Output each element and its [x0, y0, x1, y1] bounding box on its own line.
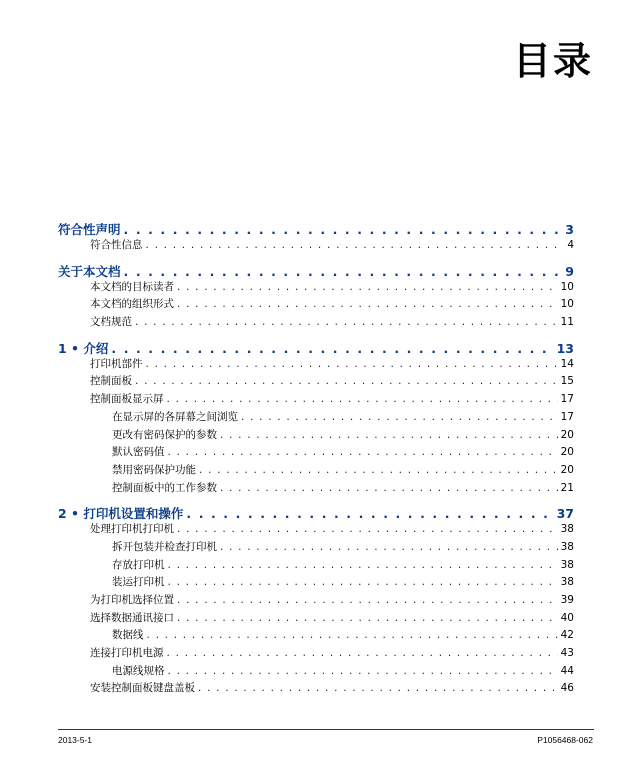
- toc-entry-page: 40: [560, 611, 574, 624]
- toc-entry-page: 46: [560, 682, 574, 695]
- toc-leader-dots: [124, 222, 563, 237]
- toc-entry-page: 38: [560, 558, 574, 571]
- toc-leader-dots: [111, 341, 553, 356]
- toc-entry-level-3[interactable]: [58, 444, 574, 462]
- toc-entry-label: 关于本文档: [58, 263, 121, 279]
- toc-leader-dots: [220, 541, 558, 553]
- toc-entry-level-2[interactable]: [58, 592, 574, 610]
- toc-leader-dots: [186, 506, 553, 521]
- toc-leader-dots: [177, 594, 558, 606]
- toc-leader-dots: [124, 264, 563, 279]
- toc-entry-page: 21: [560, 481, 574, 494]
- toc-entry-label: 处理打印机打印机: [90, 523, 174, 536]
- toc-leader-dots: [147, 629, 558, 641]
- toc-entry-label: 连接打印机电源: [90, 647, 164, 660]
- toc-entry-label: 在显示屏的各屏幕之间浏览: [112, 410, 238, 423]
- toc-entry-label: 本文档的组织形式: [90, 298, 174, 311]
- toc-entry-page: 17: [560, 410, 574, 423]
- toc-entry-page: 3: [565, 222, 574, 237]
- toc-entry-level-1[interactable]: [58, 220, 574, 237]
- toc-leader-dots: [220, 429, 558, 441]
- toc-entry-label: 电源线规格: [112, 664, 165, 677]
- toc-entry-page: 11: [560, 316, 574, 329]
- toc-entry-label: 数据线: [112, 629, 144, 642]
- toc-entry-level-3[interactable]: [58, 427, 574, 445]
- toc-entry-level-2[interactable]: [58, 373, 574, 391]
- toc-entry-page: 20: [560, 446, 574, 459]
- footer-doc-number: P1056468-062: [537, 735, 593, 745]
- toc-entry-label: 符合性声明: [58, 222, 121, 237]
- toc-entry-page: 4: [567, 239, 574, 251]
- toc-entry-page: 42: [560, 629, 574, 642]
- toc-entry-level-2[interactable]: [58, 610, 574, 628]
- toc-leader-dots: [167, 393, 558, 405]
- toc-leader-dots: [177, 612, 558, 624]
- toc-entry-label: 存放打印机: [112, 558, 165, 571]
- toc-entry-label: 本文档的目标读者: [90, 280, 174, 293]
- toc-entry-page: 38: [560, 540, 574, 553]
- toc-entry-level-1[interactable]: [58, 504, 574, 521]
- toc-entry-level-2[interactable]: [58, 314, 574, 332]
- page-title: 目录: [512, 39, 593, 83]
- toc-entry-label: 装运打印机: [112, 576, 165, 589]
- toc-leader-dots: [168, 665, 558, 677]
- toc-leader-dots: [168, 559, 558, 571]
- toc-leader-dots: [177, 281, 558, 293]
- toc-entry-label: 打印机部件: [90, 357, 143, 370]
- toc-entry-label: 拆开包装并检查打印机: [112, 540, 217, 553]
- toc-leader-dots: [146, 358, 558, 370]
- toc-entry-level-3[interactable]: [58, 539, 574, 557]
- toc-leader-dots: [167, 647, 558, 659]
- toc-entry-level-1[interactable]: [58, 339, 574, 356]
- toc-entry-page: 39: [560, 594, 574, 606]
- toc-entry-label: 控制面板中的工作参数: [112, 481, 217, 494]
- toc-leader-dots: [177, 523, 558, 535]
- toc-entry-level-2[interactable]: [58, 279, 574, 297]
- toc-entry-label: 更改有密码保护的参数: [112, 428, 217, 441]
- toc-entry-level-2[interactable]: [58, 237, 574, 255]
- toc-entry-level-2[interactable]: [58, 296, 574, 314]
- toc-entry-page: 15: [560, 375, 574, 388]
- toc-leader-dots: [135, 316, 558, 328]
- toc-entry-label: 符合性信息: [90, 239, 143, 251]
- toc-entry-level-2[interactable]: [58, 391, 574, 409]
- toc-entry-page: 20: [560, 428, 574, 441]
- toc-entry-level-1[interactable]: [58, 262, 574, 279]
- toc-leader-dots: [220, 482, 558, 494]
- toc-entry-page: 17: [560, 393, 574, 406]
- toc-entry-page: 9: [565, 263, 574, 279]
- toc-entry-level-3[interactable]: [58, 480, 574, 498]
- toc-leader-dots: [168, 576, 558, 588]
- toc-leader-dots: [168, 446, 558, 458]
- toc-entry-level-2[interactable]: [58, 680, 574, 698]
- toc-entry-level-2[interactable]: [58, 356, 574, 374]
- toc-entry-page: 13: [556, 340, 574, 356]
- toc-entry-page: 38: [560, 523, 574, 536]
- toc-leader-dots: [199, 464, 558, 476]
- toc-entry-level-3[interactable]: [58, 663, 574, 681]
- footer-divider: [58, 729, 594, 730]
- toc-entry-label: 1 • 介绍: [58, 340, 109, 356]
- toc-entry-page: 38: [560, 576, 574, 589]
- toc-entry-page: 10: [560, 298, 574, 311]
- toc-leader-dots: [135, 375, 558, 387]
- toc-entry-label: 控制面板显示屏: [90, 393, 164, 406]
- toc-entry-page: 37: [556, 506, 574, 522]
- toc-entry-page: 14: [560, 357, 574, 370]
- toc-entry-label: 为打印机选择位置: [90, 594, 174, 606]
- toc-entry-level-2[interactable]: [58, 521, 574, 539]
- toc-entry-page: 44: [560, 664, 574, 677]
- toc-leader-dots: [146, 239, 565, 251]
- table-of-contents: [58, 220, 574, 698]
- toc-entry-label: 选择数据通讯接口: [90, 611, 174, 624]
- toc-entry-level-3[interactable]: [58, 409, 574, 427]
- toc-entry-level-3[interactable]: [58, 557, 574, 575]
- toc-entry-page: 10: [560, 280, 574, 293]
- toc-entry-page: 43: [560, 647, 574, 660]
- toc-leader-dots: [241, 411, 558, 423]
- toc-entry-level-2[interactable]: [58, 645, 574, 663]
- toc-entry-label: 禁用密码保护功能: [112, 463, 196, 476]
- toc-entry-level-3[interactable]: [58, 462, 574, 480]
- toc-leader-dots: [177, 298, 558, 310]
- toc-entry-level-3[interactable]: [58, 574, 574, 592]
- toc-leader-dots: [198, 682, 558, 694]
- footer-date: 2013-5-1: [58, 735, 93, 745]
- toc-entry-label: 安装控制面板键盘盖板: [90, 682, 195, 695]
- toc-entry-label: 2 • 打印机设置和操作: [58, 506, 184, 522]
- toc-entry-level-3[interactable]: [58, 627, 574, 645]
- toc-entry-label: 默认密码值: [112, 446, 165, 459]
- toc-entry-label: 文档规范: [90, 316, 132, 329]
- toc-entry-page: 20: [560, 463, 574, 476]
- toc-entry-label: 控制面板: [90, 375, 132, 388]
